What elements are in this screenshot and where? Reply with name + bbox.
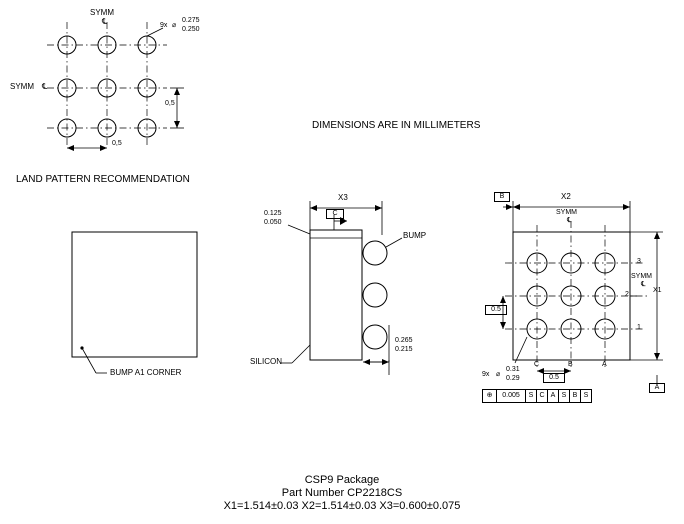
datum-b-feature: B	[494, 192, 510, 202]
land-symm-top-centerline-icon: ℄	[102, 17, 108, 26]
land-symm-top-label: SYMM	[90, 8, 114, 17]
title-line-1: CSP9 Package	[304, 474, 380, 486]
land-pitch-horizontal-label: 0,5	[112, 140, 122, 147]
land-pad-qty-label: 9x	[160, 22, 168, 29]
col-label-b: B	[568, 361, 573, 368]
fcf-tolerance: 0.005	[497, 390, 526, 402]
bottom-view	[482, 185, 684, 415]
land-pattern-title: LAND PATTERN RECOMMENDATION	[16, 174, 190, 185]
height-upper: 0.265	[395, 337, 413, 344]
x1-label: X1	[653, 287, 662, 294]
land-pad-dia-lower: 0.250	[182, 26, 200, 33]
bottom-symm-top-centerline-icon: ℄	[567, 217, 572, 224]
fcf-datum-c: C	[537, 390, 548, 402]
pitch-horizontal-boxed: 0.5	[543, 373, 565, 383]
col-label-c: C	[534, 361, 540, 368]
standoff-upper: 0.125	[264, 210, 282, 217]
ball-diameter-icon: ⌀	[496, 371, 501, 378]
fcf-material-modifier-3: S	[583, 392, 589, 399]
fcf-material-modifier-2: S	[559, 390, 570, 402]
ball-dia-lower: 0.29	[506, 375, 520, 382]
fcf-datum-b: B	[570, 390, 581, 402]
land-symm-left-label: SYMM	[10, 82, 34, 91]
dimensions-note: DIMENSIONS ARE IN MILLIMETERS	[312, 120, 481, 131]
datum-a-feature: A	[649, 383, 665, 393]
land-symm-left-centerline-icon: ℄	[42, 82, 48, 91]
row-label-3: 3	[637, 258, 641, 265]
feature-control-frame	[482, 389, 592, 403]
ball-qty-label: 9x	[482, 371, 490, 378]
x3-label: X3	[338, 193, 348, 202]
datum-c-feature-side: C	[326, 209, 344, 219]
bottom-symm-right-centerline-icon: ℄	[641, 281, 646, 288]
x2-label: X2	[561, 192, 571, 201]
fcf-datum-a: A	[548, 390, 559, 402]
land-pad-dia-upper: 0.275	[182, 17, 200, 24]
title-block	[0, 474, 684, 513]
standoff-lower: 0.050	[264, 219, 282, 226]
title-line-2: Part Number CP2218CS	[281, 487, 403, 499]
pitch-vertical-boxed: 0.5	[485, 305, 507, 315]
land-pitch-vertical-label: 0,5	[165, 100, 175, 107]
height-lower: 0.215	[395, 346, 413, 353]
position-symbol-icon: ⊕	[483, 390, 497, 402]
row-label-1: 1	[637, 324, 641, 331]
bump-a1-corner-view	[50, 220, 250, 395]
side-view	[250, 185, 442, 400]
bump-label: BUMP	[403, 231, 427, 240]
bottom-symm-top-label: SYMM	[556, 209, 577, 216]
row-label-2: 2	[625, 291, 629, 298]
bump-a1-corner-label: BUMP A1 CORNER	[110, 368, 182, 377]
land-pad-diameter-icon: ⌀	[172, 22, 177, 29]
col-label-a: A	[602, 361, 607, 368]
title-line-3: X1=1.514±0.03 X2=1.514±0.03 X3=0.600±0.075	[223, 500, 461, 512]
fcf-material-modifier-1: S	[526, 390, 537, 402]
land-pattern-view	[0, 0, 240, 170]
ball-dia-upper: 0.31	[506, 366, 520, 373]
bottom-symm-right-label: SYMM	[631, 273, 652, 280]
silicon-label: SILICON	[250, 357, 283, 366]
